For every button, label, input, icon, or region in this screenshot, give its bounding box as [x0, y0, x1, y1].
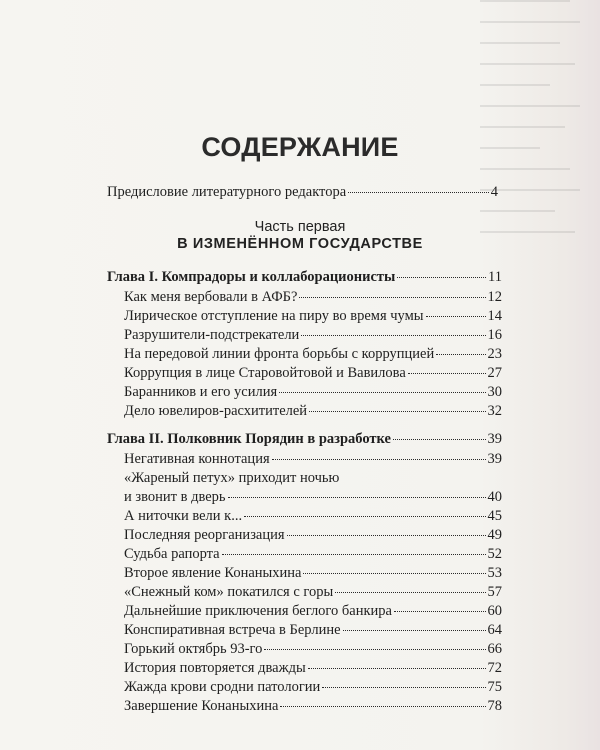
toc-label: Жажда крови сродни патологии [124, 679, 321, 695]
toc-label: Как меня вербовали в АФБ? [124, 289, 298, 305]
toc-item-first-line: «Жареный петух» приходит ночью [124, 470, 340, 486]
toc-page: 16 [487, 327, 502, 343]
toc-label: и звонит в дверь [124, 489, 226, 505]
toc-page: 14 [487, 308, 502, 324]
leader-dots [348, 191, 489, 193]
toc-item [124, 640, 502, 658]
toc-page: 23 [487, 346, 502, 362]
part-label: Часть первая [254, 219, 346, 235]
toc-label: Глава II. Полковник Порядин в разработке [107, 431, 391, 447]
leader-dots [272, 458, 486, 460]
toc-item [124, 307, 502, 325]
leader-dots [322, 686, 485, 688]
leader-dots [309, 410, 485, 412]
toc-page: 45 [487, 508, 502, 524]
leader-dots [426, 315, 486, 317]
leader-dots [301, 334, 485, 336]
leader-dots [279, 391, 485, 393]
toc-label: Завершение Конаныхина [124, 698, 279, 714]
toc-label: Предисловие литературного редактора [107, 184, 347, 200]
leader-dots [222, 553, 486, 555]
toc-item [124, 583, 502, 601]
toc-page: 57 [487, 584, 502, 600]
toc-item [124, 507, 502, 525]
toc-page: 49 [487, 527, 502, 543]
toc-item [124, 697, 502, 715]
leader-dots [264, 648, 485, 650]
leader-dots [244, 515, 485, 517]
leader-dots [393, 438, 486, 440]
toc-page: 72 [487, 660, 502, 676]
toc-label: «Снежный ком» покатился с горы [124, 584, 334, 600]
toc-item [124, 602, 502, 620]
toc-page: 30 [487, 384, 502, 400]
toc-page: 52 [487, 546, 502, 562]
toc-item [124, 545, 502, 563]
toc-chapter-1 [107, 268, 502, 286]
leader-dots [303, 572, 485, 574]
toc-page: 75 [487, 679, 502, 695]
toc-label: Горький октябрь 93-го [124, 641, 263, 657]
toc-page: 27 [487, 365, 502, 381]
leader-dots [287, 534, 486, 536]
toc-page: 32 [487, 403, 502, 419]
toc-preface [107, 183, 498, 201]
toc-item [124, 659, 502, 677]
toc-item [124, 526, 502, 544]
toc-label: А ниточки вели к... [124, 508, 243, 524]
toc-label: История повторяется дважды [124, 660, 306, 676]
leader-dots [228, 496, 486, 498]
toc-label: Судьба рапорта [124, 546, 220, 562]
leader-dots [280, 705, 485, 707]
toc-label: Лирическое отступление на пиру во время чумы [124, 308, 424, 324]
toc-page: 11 [488, 269, 502, 285]
leader-dots [299, 296, 485, 298]
toc-page: 39 [487, 431, 502, 447]
toc-label: Второе явление Конаныхина [124, 565, 302, 581]
toc-page: 39 [487, 451, 502, 467]
toc-label: Негативная коннотация [124, 451, 270, 467]
toc-item [124, 450, 502, 468]
toc-item [124, 621, 502, 639]
toc-item [124, 326, 502, 344]
toc-page: 78 [487, 698, 502, 714]
toc-label: Баранников и его усилия [124, 384, 278, 400]
toc-item [124, 383, 502, 401]
leader-dots [397, 276, 486, 278]
toc-page: 64 [487, 622, 502, 638]
toc-page: 66 [487, 641, 502, 657]
toc-chapter-2 [107, 430, 502, 448]
leader-dots [343, 629, 486, 631]
toc-page: 60 [487, 603, 502, 619]
toc-page: 4 [490, 184, 498, 200]
page-title: СОДЕРЖАНИЕ [201, 132, 399, 162]
leader-dots [308, 667, 486, 669]
toc-label: На передовой линии фронта борьбы с коррупцией [124, 346, 435, 362]
part-title: В ИЗМЕНЁННОМ ГОСУДАРСТВЕ [177, 236, 423, 252]
toc-page: 12 [487, 289, 502, 305]
toc-item [124, 402, 502, 420]
leader-dots [436, 353, 485, 355]
toc-page: 40 [487, 489, 502, 505]
toc-item [124, 488, 502, 506]
toc-item [124, 288, 502, 306]
toc-item [124, 364, 502, 382]
toc-label: Конспиративная встреча в Берлине [124, 622, 341, 638]
toc-label: Последняя реорганизация [124, 527, 285, 543]
toc-label: Коррупция в лице Старовойтовой и Вавилова [124, 365, 406, 381]
toc-item [124, 678, 502, 696]
leader-dots [408, 372, 486, 374]
toc-label: Разрушители-подстрекатели [124, 327, 300, 343]
toc-label: Глава I. Компрадоры и коллаборационисты [107, 269, 396, 285]
toc-item [124, 345, 502, 363]
toc-item [124, 564, 502, 582]
leader-dots [335, 591, 485, 593]
leader-dots [394, 610, 486, 612]
toc-page: 53 [487, 565, 502, 581]
toc-label: Дело ювелиров-расхитителей [124, 403, 308, 419]
toc-label: Дальнейшие приключения беглого банкира [124, 603, 392, 619]
